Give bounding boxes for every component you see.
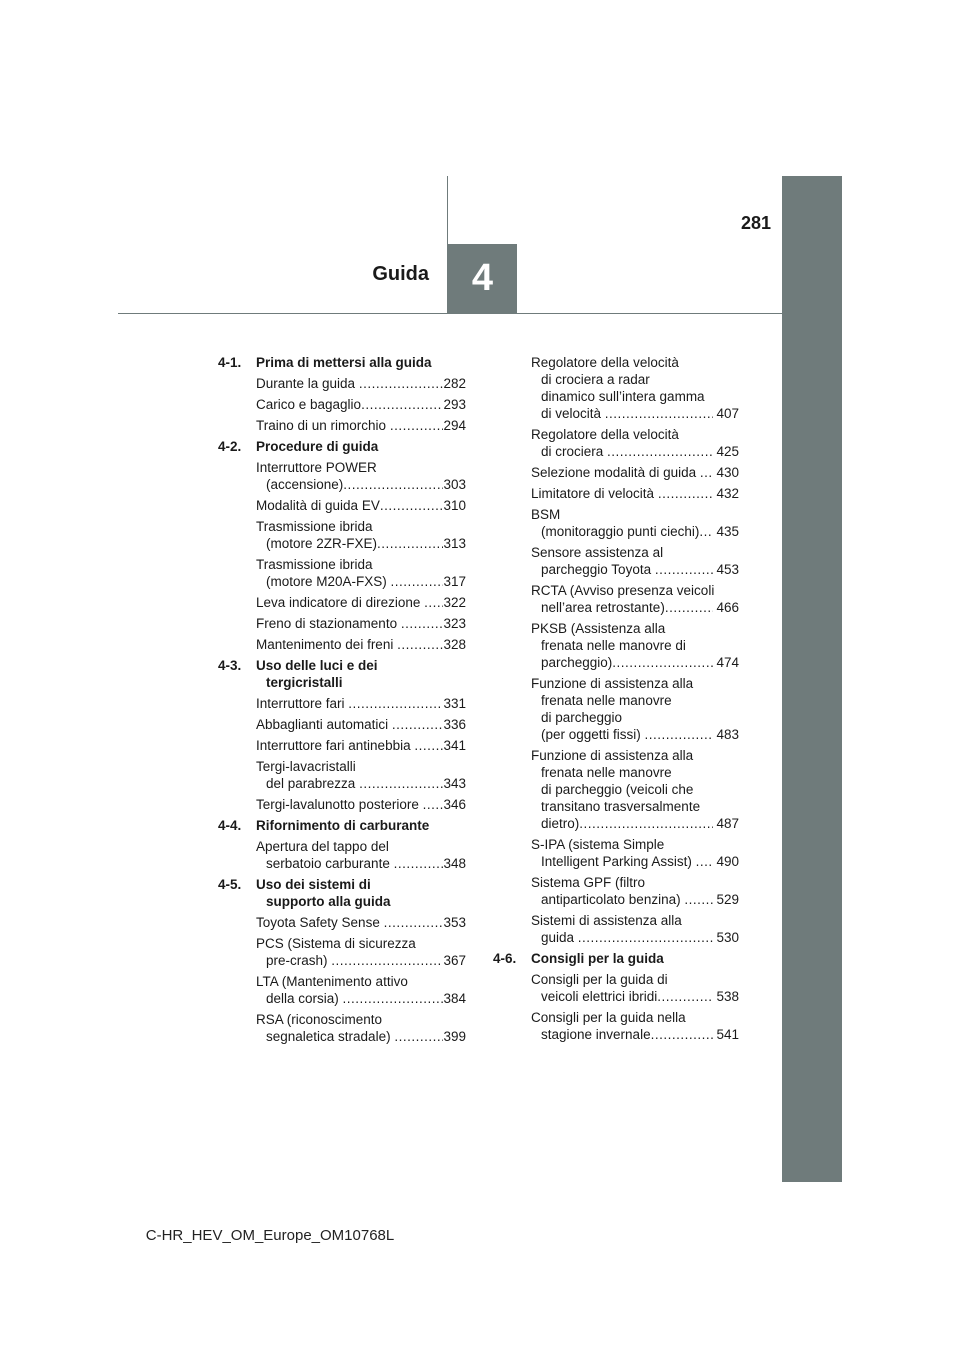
toc-entry-label: parcheggio Toyota [541, 562, 655, 577]
toc-page-number: 294 [443, 418, 466, 433]
toc-page-number: 282 [443, 376, 466, 391]
toc-entry-label: Interruttore fari antinebbia [256, 738, 415, 753]
toc-page-number: 541 [712, 1027, 739, 1042]
toc-entry[interactable] [256, 935, 466, 969]
dot-leader [401, 615, 444, 632]
toc-page-number: 322 [443, 595, 466, 610]
toc-entry[interactable] [531, 747, 739, 832]
toc-entry-line: Apertura del tappo del [256, 839, 389, 854]
toc-entry-line: Trasmissione ibrida [256, 519, 373, 534]
toc-entry-line: Trasmissione ibrida [256, 557, 373, 572]
toc-entry-label: pre-crash) [266, 953, 332, 968]
toc-page-number: 310 [443, 498, 466, 513]
dot-leader [651, 1026, 713, 1043]
toc-entry-line: Interruttore POWER [256, 460, 377, 475]
toc-entry-label: dietro) [541, 816, 580, 831]
dot-leader [390, 417, 444, 434]
section-number: 4-4. [218, 818, 242, 833]
toc-page-number: 530 [712, 930, 739, 945]
dot-leader [348, 695, 443, 712]
dot-leader [397, 636, 443, 653]
dot-leader [414, 737, 443, 754]
toc-entry[interactable] [531, 971, 739, 1005]
toc-entry-line: di parcheggio (veicoli che [541, 782, 694, 797]
toc-page-number: 453 [712, 562, 739, 577]
toc-page-number: 432 [712, 486, 739, 501]
toc-page-number: 425 [712, 444, 739, 459]
toc-entry-line: Sensore assistenza al [531, 545, 664, 560]
toc-entry[interactable] [256, 636, 466, 653]
toc-entry-last-line [256, 952, 466, 969]
toc-entry-last-line [531, 988, 739, 1005]
toc-page-number: 293 [443, 397, 466, 412]
toc-page-number: 407 [712, 406, 739, 421]
toc-page-number: 399 [443, 1029, 466, 1044]
toc-entry-last-line [256, 737, 466, 754]
dot-leader [359, 375, 444, 392]
toc-entry-label: Selezione modalità di guida [531, 465, 700, 480]
toc-page-number: 384 [443, 991, 466, 1006]
dot-leader [700, 464, 713, 481]
toc-entry-label: di crociera [541, 444, 608, 459]
dot-leader [394, 855, 444, 872]
section-number: 4-1. [218, 355, 242, 370]
toc-entry-label: Tergi-lavalunotto posteriore [256, 797, 423, 812]
toc-entry-last-line [256, 594, 466, 611]
toc-entry-last-line [531, 1026, 739, 1043]
toc-entry-label: di velocità [541, 406, 605, 421]
toc-entry-label: della corsia) [266, 991, 343, 1006]
section-title [256, 657, 466, 691]
toc-entry-line: di crociera a radar [541, 372, 650, 387]
section-heading [218, 354, 466, 371]
toc-entry[interactable] [256, 796, 466, 813]
toc-entry-last-line [256, 573, 466, 590]
toc-entry-line: S-IPA (sistema Simple [531, 837, 665, 852]
toc-entry[interactable] [531, 912, 739, 946]
toc-entry-line: Tergi-lavacristalli [256, 759, 356, 774]
toc-page-number: 367 [443, 953, 466, 968]
dot-leader [359, 775, 443, 792]
toc-entry-label: Carico e bagaglio [256, 397, 362, 412]
toc-entry-label: Traino di un rimorchio [256, 418, 390, 433]
dot-leader [607, 443, 713, 460]
toc-entry[interactable] [531, 1009, 739, 1043]
toc-entry-line: Consigli per la guida di [531, 972, 668, 987]
toc-entry[interactable] [256, 556, 466, 590]
toc-page-number: 348 [443, 856, 466, 871]
toc-entry-label: Toyota Safety Sense [256, 915, 384, 930]
dot-leader [377, 535, 443, 552]
toc-entry[interactable] [531, 874, 739, 908]
toc-entry[interactable] [256, 615, 466, 632]
toc-entry-last-line [256, 695, 466, 712]
toc-entry-last-line [531, 891, 739, 908]
toc-entry-last-line [531, 485, 739, 502]
toc-entry-last-line [256, 796, 466, 813]
toc-entry[interactable] [256, 594, 466, 611]
toc-entry[interactable] [531, 506, 739, 540]
toc-entry[interactable] [256, 396, 466, 413]
page-number: 281 [740, 213, 771, 233]
toc-entry[interactable] [531, 464, 739, 481]
toc-entry-label: segnaletica stradale) [266, 1029, 395, 1044]
toc-entry-last-line [531, 726, 739, 743]
toc-entry-line: RSA (riconoscimento [256, 1012, 383, 1027]
toc-entry-last-line [256, 914, 466, 931]
section-title-line: Rifornimento di carburante [256, 818, 430, 833]
toc-entry[interactable] [256, 695, 466, 712]
toc-entry-line: transitano trasversalmente [541, 799, 701, 814]
toc-page-number: 487 [712, 816, 739, 831]
section-number: 4-6. [493, 951, 517, 966]
toc-entry-label: nell’area retrostante) [541, 600, 665, 615]
toc-entry-line: Consigli per la guida nella [531, 1010, 686, 1025]
toc-entry[interactable] [531, 354, 739, 422]
chapter-title: Guida [372, 263, 429, 285]
document-footer: C-HR_HEV_OM_Europe_OM10768L [145, 1227, 395, 1244]
toc-entry-last-line [531, 523, 739, 540]
section-title-line: Consigli per la guida [531, 951, 664, 966]
toc-entry-label: (monitoraggio punti ciechi) [541, 524, 700, 539]
dot-leader [579, 815, 712, 832]
toc-entry[interactable] [531, 544, 739, 578]
toc-entry-last-line [256, 375, 466, 392]
toc-entry-last-line [256, 1028, 466, 1045]
toc-entry[interactable] [256, 737, 466, 754]
toc-entry[interactable] [531, 582, 739, 616]
toc-entry[interactable] [531, 836, 739, 870]
toc-entry-label: Mantenimento dei freni [256, 637, 398, 652]
dot-leader [384, 914, 444, 931]
toc-entry-last-line [256, 396, 466, 413]
toc-entry-label: Leva indicatore di direzione [256, 595, 425, 610]
toc-page-number: 303 [443, 477, 466, 492]
toc-entry[interactable] [531, 426, 739, 460]
toc-entry-line: PCS (Sistema di sicurezza [256, 936, 416, 951]
section-title [256, 876, 466, 910]
toc-page-number: 466 [712, 600, 739, 615]
toc-entry-last-line [256, 497, 466, 514]
toc-entry-label: veicoli elettrici ibridi [541, 989, 658, 1004]
toc-entry[interactable] [256, 518, 466, 552]
dot-leader [343, 476, 443, 493]
toc-page-number: 474 [712, 655, 739, 670]
toc-page-number: 328 [443, 637, 466, 652]
toc-entry-label: Abbaglianti automatici [256, 717, 392, 732]
toc-entry[interactable] [256, 758, 466, 792]
toc-entry[interactable] [256, 417, 466, 434]
toc-entry-line: frenata nelle manovre [541, 765, 672, 780]
toc-entry[interactable] [531, 620, 739, 671]
toc-entry-label: antiparticolato benzina) [541, 892, 685, 907]
toc-entry[interactable] [256, 497, 466, 514]
chapter-number-box: 4 [448, 244, 517, 313]
dot-leader [699, 523, 712, 540]
section-number: 4-5. [218, 877, 242, 892]
toc-entry-label: stagione invernale [541, 1027, 651, 1042]
toc-entry-label: Freno di stazionamento [256, 616, 401, 631]
toc-entry-line: Funzione di assistenza alla [531, 748, 694, 763]
dot-leader [391, 573, 444, 590]
toc-entry-last-line [256, 615, 466, 632]
toc-entry-last-line [531, 561, 739, 578]
toc-entry-line: Sistema GPF (filtro [531, 875, 646, 890]
toc-entry[interactable] [531, 675, 739, 743]
dot-leader [658, 485, 713, 502]
dot-leader [657, 988, 712, 1005]
section-number: 4-3. [218, 658, 242, 673]
toc-entry-last-line [531, 654, 739, 671]
section-title-line: Prima di mettersi alla guida [256, 355, 432, 370]
toc-entry-label: (accensione) [266, 477, 344, 492]
section-title [256, 438, 466, 455]
toc-entry[interactable] [256, 973, 466, 1007]
toc-entry-last-line [531, 464, 739, 481]
dot-leader [361, 396, 443, 413]
toc-page-number: 331 [443, 696, 466, 711]
toc-page-number: 353 [443, 915, 466, 930]
toc-entry-last-line [256, 476, 466, 493]
toc-entry-last-line [256, 417, 466, 434]
toc-entry-label: Modalità di guida EV [256, 498, 380, 513]
toc-entry[interactable] [256, 1011, 466, 1045]
dot-leader [605, 405, 713, 422]
toc-entry[interactable] [256, 716, 466, 733]
dot-leader [655, 561, 713, 578]
dot-leader [665, 599, 713, 616]
toc-page-number: 313 [443, 536, 466, 551]
dot-leader [394, 1028, 443, 1045]
toc-page-number: 490 [712, 854, 739, 869]
toc-entry-label: Durante la guida [256, 376, 359, 391]
toc-entry-last-line [531, 443, 739, 460]
toc-entry-label: parcheggio) [541, 655, 613, 670]
toc-page-number: 346 [443, 797, 466, 812]
section-number: 4-2. [218, 439, 242, 454]
dot-leader [331, 952, 443, 969]
toc-page-number: 317 [443, 574, 466, 589]
toc-entry[interactable] [256, 375, 466, 392]
toc-page-number: 483 [712, 727, 739, 742]
toc-entry-line: frenata nelle manovre [541, 693, 672, 708]
toc-page-number: 529 [712, 892, 739, 907]
toc-entry-last-line [256, 716, 466, 733]
toc-entry[interactable] [256, 459, 466, 493]
section-title [256, 817, 466, 834]
toc-entry[interactable] [256, 914, 466, 931]
dot-leader [684, 891, 712, 908]
section-heading [218, 817, 466, 834]
toc-page-number: 341 [443, 738, 466, 753]
toc-entry-line: frenata nelle manovre di [541, 638, 686, 653]
dot-leader [343, 990, 444, 1007]
toc-entry-last-line [256, 775, 466, 792]
toc-entry-last-line [256, 535, 466, 552]
toc-entry-line: Funzione di assistenza alla [531, 676, 694, 691]
toc-entry-label: serbatoio carburante [266, 856, 394, 871]
section-title-line: Uso dei sistemi di [256, 877, 371, 892]
dot-leader [424, 594, 443, 611]
section-heading [493, 950, 739, 967]
section-title-line: supporto alla guida [266, 894, 391, 909]
section-title [256, 354, 466, 371]
toc-entry-line: PKSB (Assistenza alla [531, 621, 666, 636]
toc-entry-label: del parabrezza [266, 776, 360, 791]
toc-page-number: 323 [443, 616, 466, 631]
section-title [531, 950, 739, 967]
dot-leader [696, 853, 713, 870]
toc-entry-label: Intelligent Parking Assist) [541, 854, 696, 869]
toc-column-right [493, 354, 739, 1047]
toc-entry-last-line [256, 855, 466, 872]
dot-leader [645, 726, 713, 743]
toc-entry-line: RCTA (Avviso presenza veicoli [531, 583, 715, 598]
toc-entry[interactable] [531, 485, 739, 502]
toc-entry-last-line [531, 815, 739, 832]
toc-entry-last-line [531, 853, 739, 870]
section-title-line: tergicristalli [266, 675, 343, 690]
header-horizontal-rule [118, 313, 782, 314]
toc-entry-last-line [256, 990, 466, 1007]
toc-entry-label: (motore 2ZR-FXE) [266, 536, 378, 551]
toc-entry-line: LTA (Mantenimento attivo [256, 974, 408, 989]
toc-page-number: 336 [443, 717, 466, 732]
toc-entry-last-line [531, 929, 739, 946]
dot-leader [423, 796, 444, 813]
chapter-sidebar-tab [782, 176, 842, 1182]
toc-entry-line: di parcheggio [541, 710, 623, 725]
toc-entry-label: (per oggetti fissi) [541, 727, 645, 742]
toc-entry-last-line [531, 599, 739, 616]
section-heading [218, 657, 466, 691]
toc-entry-label: (motore M20A-FXS) [266, 574, 391, 589]
dot-leader [612, 654, 712, 671]
section-title-line: Procedure di guida [256, 439, 379, 454]
toc-entry-line: Regolatore della velocità [531, 427, 679, 442]
dot-leader [578, 929, 713, 946]
toc-entry[interactable] [256, 838, 466, 872]
toc-entry-line: Regolatore della velocità [531, 355, 679, 370]
section-title-line: Uso delle luci e dei [256, 658, 378, 673]
toc-page-number: 435 [712, 524, 739, 539]
toc-page-number: 538 [712, 989, 739, 1004]
section-heading [218, 438, 466, 455]
toc-entry-last-line [531, 405, 739, 422]
toc-column-left [218, 354, 466, 1049]
toc-page-number: 343 [443, 776, 466, 791]
dot-leader [380, 497, 444, 514]
toc-entry-line: BSM [531, 507, 561, 522]
section-heading [218, 876, 466, 910]
toc-entry-label: Limitatore di velocità [531, 486, 658, 501]
toc-page-number: 430 [712, 465, 739, 480]
toc-entry-line: Sistemi di assistenza alla [531, 913, 682, 928]
toc-entry-label: Interruttore fari [256, 696, 349, 711]
toc-entry-label: guida [541, 930, 578, 945]
toc-entry-last-line [256, 636, 466, 653]
dot-leader [392, 716, 444, 733]
toc-entry-line: dinamico sull’intera gamma [541, 389, 705, 404]
